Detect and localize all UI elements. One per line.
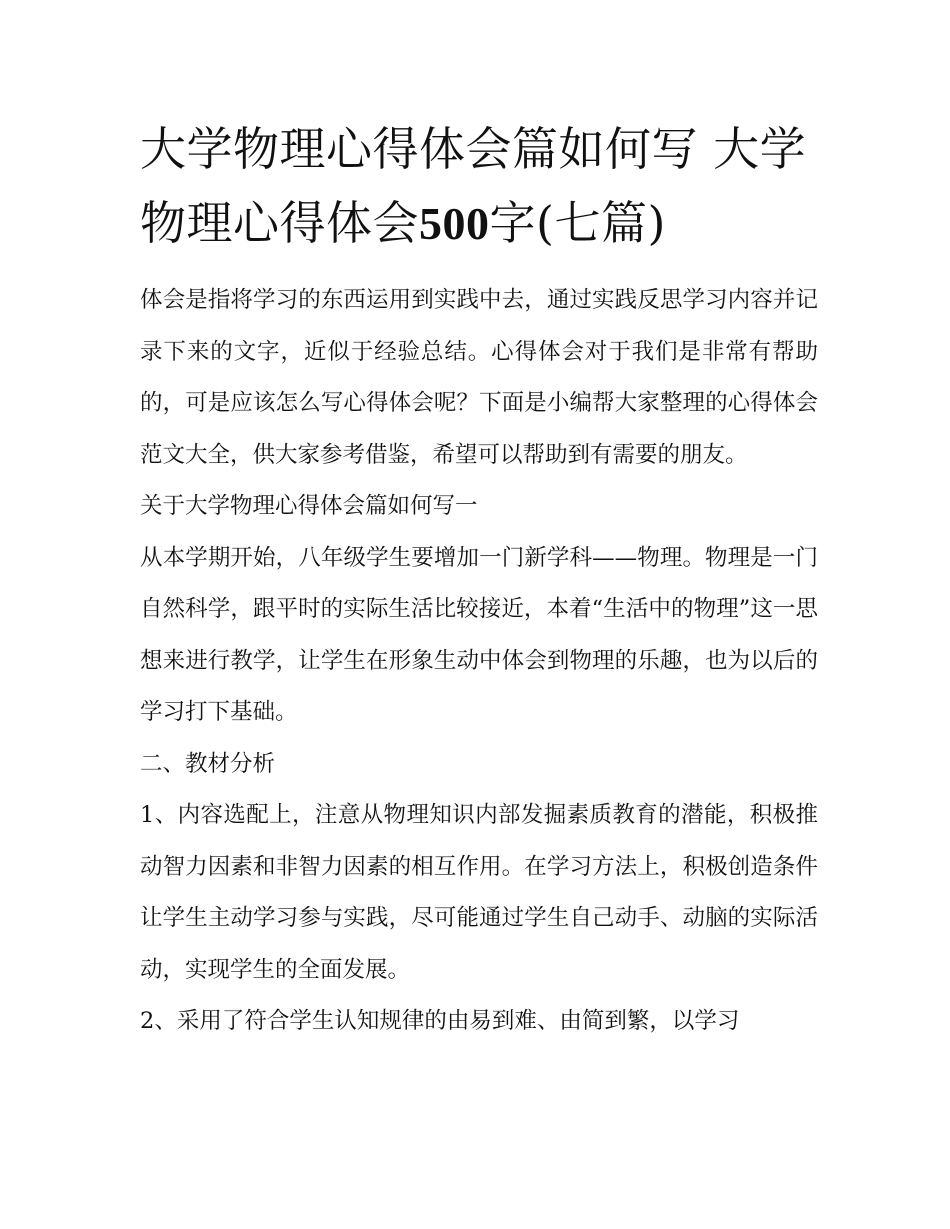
- numbered-paragraph: 1、内容选配上，注意从物理知识内部发掘素质教育的潜能，积极推动智力因素和非智力因素的相互作用。在学习方法上，积极创造条件让学生主动学习参与实践，尽可能通过学生自己动手、动脑的实际活动，实现学生的全面发展。: [140, 802, 818, 983]
- document-title: [140, 112, 820, 261]
- title-text-part2: 字(七篇): [489, 196, 666, 250]
- section-heading: 关于大学物理心得体会篇如何写一: [140, 493, 478, 519]
- body-paragraph: 从本学期开始，八年级学生要增加一门新学科——物理。物理是一门自然科学，跟平时的实际生活比较接近，本着“生活中的物理”这一思想来进行教学，让学生在形象生动中体会到物理的乐趣，也为以后的学习打下基础。: [140, 544, 818, 725]
- document-body: [140, 275, 818, 1048]
- intro-paragraph: 体会是指将学习的东西运用到实践中去，通过实践反思学习内容并记录下来的文字，近似于经验总结。心得体会对于我们是非常有帮助的，可是应该怎么写心得体会呢？下面是小编帮大家整理的心得体会范文大全，供大家参考借鉴，希望可以帮助到有需要的朋友。: [140, 287, 818, 468]
- numbered-paragraph: 2、采用了符合学生认知规律的由易到难、由简到繁，以学习: [140, 1008, 740, 1034]
- title-text-part1: 大学物理心得体会篇如何写 大学物理心得体会: [140, 122, 807, 250]
- subsection-heading: 二、教材分析: [140, 750, 276, 777]
- title-number: 500: [419, 198, 490, 249]
